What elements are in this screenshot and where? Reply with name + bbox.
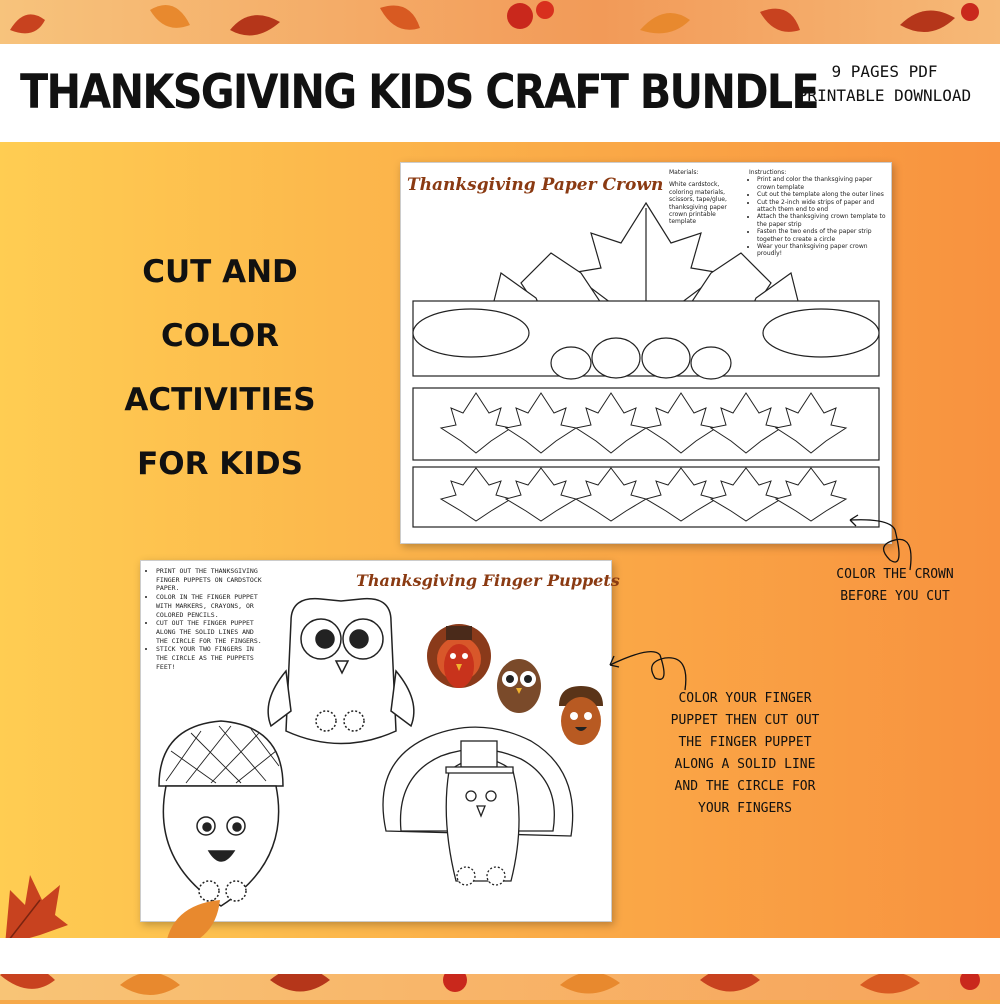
puppet-callout — [650, 688, 840, 820]
callout-line: COLOR THE CROWN — [836, 567, 954, 582]
puppet-page-preview — [140, 560, 620, 922]
materials-heading: Materials: — [669, 169, 699, 176]
top-leaf-border — [0, 0, 1000, 44]
tagline-line: ACTIVITIES — [124, 382, 316, 418]
owl-outline-icon — [268, 599, 414, 744]
callout-line: PUPPET THEN CUT OUT — [670, 713, 820, 728]
turkey-outline-icon — [383, 727, 573, 885]
tagline-line: FOR KIDS — [137, 446, 303, 482]
instructions-heading: Instructions: — [749, 169, 787, 176]
top-leaves-decoration — [0, 0, 1000, 44]
leaf-icon — [10, 1, 979, 35]
list-item: • COLOR IN THE FINGER PUPPET WITH MARKERS, CRAYONS, OR COLORED PENCILS. — [156, 593, 267, 619]
tagline — [85, 240, 355, 496]
callout-line: ALONG A SOLID LINE — [674, 757, 816, 772]
callout-line: BEFORE YOU CUT — [840, 589, 950, 604]
puppet-illustrations — [141, 561, 611, 921]
callout-line: COLOR YOUR FINGER — [678, 691, 812, 706]
list-item: • Wear your thanksgiving paper crown proudly! — [757, 243, 887, 258]
crown-page-preview — [400, 162, 892, 544]
callout-line: YOUR FINGERS — [698, 801, 792, 816]
list-item: • PRINT OUT THE THANKSGIVING FINGER PUPPETS ON CARDSTOCK PAPER. — [156, 567, 267, 593]
callout-line: THE FINGER PUPPET — [678, 735, 812, 750]
subtitle-line-1: 9 PAGES PDF — [831, 62, 938, 81]
list-item: • STICK YOUR TWO FINGERS IN THE CIRCLE AS THE PUPPETS FEET! — [156, 645, 267, 671]
crown-illustration — [401, 163, 891, 543]
header-subtitle — [782, 60, 987, 108]
materials-text: White cardstock, coloring materials, scissors, tape/glue, thanksgiving paper crown printable template — [669, 181, 727, 226]
crown-callout — [810, 564, 980, 608]
subtitle-line-2: PRINTABLE DOWNLOAD — [797, 86, 972, 105]
list-item: • Cut the 2-inch wide strips of paper and attach them end to end — [757, 199, 887, 214]
callout-line: AND THE CIRCLE FOR — [674, 779, 816, 794]
owl-colored-icon — [497, 659, 541, 713]
bottom-white-bar — [0, 938, 1000, 974]
tagline-line: COLOR — [161, 318, 279, 354]
acorn-outline-icon — [159, 721, 283, 906]
list-item: • Attach the thanksgiving crown template to the paper strip — [757, 213, 887, 228]
list-item: • Print and color the thanksgiving paper crown template — [757, 176, 887, 191]
turkey-colored-icon — [427, 624, 491, 688]
tagline-line: CUT AND — [142, 254, 298, 290]
puppet-page-title: Thanksgiving Finger Puppets — [356, 571, 620, 590]
page-title: THANKSGIVING KIDS CRAFT BUNDLE — [20, 65, 818, 120]
list-item: • Fasten the two ends of the paper strip together to create a circle — [757, 228, 887, 243]
list-item: • CUT OUT THE FINGER PUPPET ALONG THE SOLID LINES AND THE CIRCLE FOR THE FINGERS. — [156, 619, 267, 645]
list-item: • Cut out the template along the outer lines — [757, 191, 887, 198]
crown-page-title: Thanksgiving Paper Crown — [407, 175, 664, 195]
